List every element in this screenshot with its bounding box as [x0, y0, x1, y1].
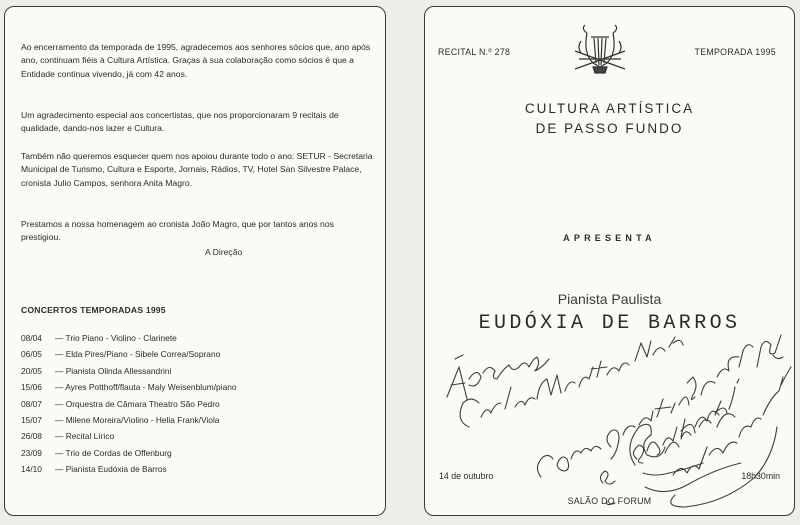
season-label: TEMPORADA 1995 [694, 47, 776, 57]
list-item [21, 363, 237, 379]
concert-text: — Trio Piano - Violino - Clarinete [55, 333, 177, 343]
list-item [21, 396, 237, 412]
recital-number: RECITAL N.º 278 [438, 47, 511, 57]
list-item [21, 445, 237, 461]
concert-date: 15/06 [21, 382, 42, 393]
lyre-emblem-icon [571, 23, 629, 77]
concert-date: 06/05 [21, 349, 42, 360]
list-item [21, 428, 237, 444]
organization-name-line2: DE PASSO FUNDO [535, 121, 684, 136]
presents-heading: APRESENTA [563, 233, 656, 243]
handwritten-dedication [425, 7, 796, 517]
closing-paragraph: Ao encerramento da temporada de 1995, agradecemos aos senhores sócios que, ano após ano, continuam fiéis à Cultura Artística. Graças à sua colaboração como sócios é que a Entidade continua vivendo, já com 42 anos. [21, 42, 371, 79]
signature-text: A Direção [205, 247, 243, 257]
concert-date: 08/04 [21, 333, 42, 343]
concert-text: — Orquestra de Câmara Theatro São Pedro [55, 398, 220, 409]
concert-text: — Trio de Cordas de Offenburg [55, 447, 172, 458]
concert-text: — Pianista Olinda Allessandrini [55, 365, 172, 376]
program-back-page [4, 6, 386, 516]
concert-text: — Elda Pires/Piano - Sibele Correa/Soprano [55, 349, 221, 360]
concerts-list [21, 330, 237, 478]
artist-subtitle: Pianista Paulista [557, 291, 662, 307]
concert-date: 26/08 [21, 431, 42, 442]
concert-date: 14/10 [21, 464, 42, 475]
organization-name-line1: CULTURA ARTÍSTICA [524, 101, 695, 116]
concert-date: 15/07 [21, 414, 42, 425]
event-date: 14 de outubro [439, 471, 494, 481]
list-item [21, 379, 237, 395]
artist-name: EUDÓXIA DE BARROS [478, 312, 741, 335]
list-item [21, 461, 237, 477]
sponsors-paragraph: Também não queremos esquecer quem nos apoiou durante todo o ano: SETUR - Secretaria Municipal de Turismo, Cultura e Esporte, Jornais, Rádios, TV, Hotel San Silvestre Palace, cronista Julio Campos, senhora Anita Magro. [21, 151, 373, 188]
list-item [21, 346, 237, 362]
list-item [21, 412, 237, 428]
program-front-page [424, 6, 795, 516]
homage-paragraph: Prestamos a nossa homenagem ao cronista João Magro, que por tantos anos nos prestigiou. [21, 219, 334, 243]
event-time: 18h30min [741, 471, 780, 481]
concert-text: — Recital Lírico [55, 431, 115, 442]
event-venue: SALÃO DO FORUM [567, 496, 652, 506]
concert-text: — Pianista Eudóxia de Barros [55, 464, 167, 475]
concert-date: 20/05 [21, 365, 42, 376]
concert-text: — Ayres Potthoff/flauta - Maly Weisenblum/piano [55, 382, 237, 393]
concert-date: 08/07 [21, 398, 42, 409]
thanks-artists-paragraph: Um agradecimento especial aos concertistas, que nos proporcionaram 9 recitais de qualidade, dando-nos lazer e Cultura. [21, 110, 339, 134]
concert-date: 23/09 [21, 447, 42, 458]
concerts-title: CONCERTOS TEMPORADAS 1995 [21, 305, 166, 315]
list-item [21, 330, 237, 346]
concert-text: — Milene Moreira/Violino - Helia Frank/Viola [55, 414, 220, 425]
